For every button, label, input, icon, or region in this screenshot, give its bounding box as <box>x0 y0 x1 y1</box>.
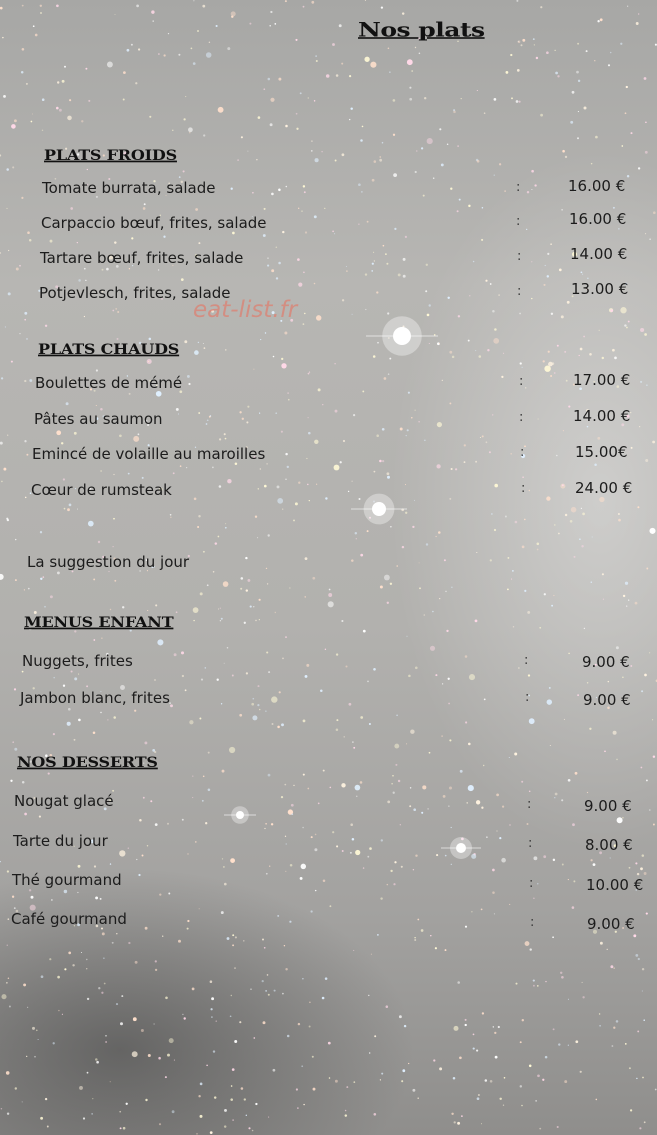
item-separator: : <box>517 284 522 299</box>
item-tomate-burrata-name: Tomate burrata, salade <box>42 179 216 197</box>
item-carpaccio-price: 16.00 € <box>569 210 627 228</box>
item-boulettes-price: 17.00 € <box>573 371 631 389</box>
item-nuggets-name: Nuggets, frites <box>22 652 133 670</box>
item-separator: : <box>516 180 521 195</box>
suggestion-du-jour: La suggestion du jour <box>27 553 190 571</box>
item-boulettes-name: Boulettes de mémé <box>35 374 183 392</box>
item-coeur-rumsteak-price: 24.00 € <box>575 479 633 497</box>
item-separator: : <box>516 214 521 229</box>
item-jambon-blanc-name: Jambon blanc, frites <box>20 689 170 707</box>
item-tartare-price: 14.00 € <box>570 245 628 263</box>
item-separator: : <box>527 797 532 812</box>
section-heading-nos-desserts: NOS DESSERTS <box>17 754 158 771</box>
item-pates-saumon-name: Pâtes au saumon <box>34 410 163 428</box>
section-heading-plats-chauds: PLATS CHAUDS <box>38 341 180 358</box>
item-carpaccio-name: Carpaccio bœuf, frites, salade <box>41 214 267 232</box>
item-cafe-gourmand-name: Café gourmand <box>11 910 127 928</box>
watermark: eat-list.fr <box>193 297 298 323</box>
item-emince-volaille-name: Emincé de volaille au maroilles <box>32 445 266 463</box>
item-tarte-du-jour-name: Tarte du jour <box>13 832 108 850</box>
item-cafe-gourmand-price: 9.00 € <box>587 915 635 933</box>
item-separator: : <box>525 690 530 705</box>
item-the-gourmand-name: Thé gourmand <box>12 871 122 889</box>
item-nougat-glace-name: Nougat glacé <box>14 792 114 810</box>
page-title: Nos plats <box>358 18 485 42</box>
item-tarte-du-jour-price: 8.00 € <box>585 836 633 854</box>
item-coeur-rumsteak-name: Cœur de rumsteak <box>31 481 172 499</box>
item-tartare-name: Tartare bœuf, frites, salade <box>40 249 244 267</box>
item-separator: : <box>521 481 526 496</box>
item-potjevlesch-name: Potjevlesch, frites, salade <box>39 284 231 302</box>
section-heading-plats-froids: PLATS FROIDS <box>44 147 177 164</box>
item-nougat-glace-price: 9.00 € <box>584 797 632 815</box>
item-separator: : <box>517 249 522 264</box>
item-separator: : <box>530 915 535 930</box>
item-separator: : <box>529 876 534 891</box>
item-pates-saumon-price: 14.00 € <box>573 407 631 425</box>
item-emince-volaille-price: 15.00€ <box>575 443 628 461</box>
section-heading-menus-enfant: MENUS ENFANT <box>24 614 174 631</box>
item-separator: : <box>524 653 529 668</box>
item-the-gourmand-price: 10.00 € <box>586 876 644 894</box>
item-separator: : <box>528 836 533 851</box>
item-potjevlesch-price: 13.00 € <box>571 280 629 298</box>
item-separator: : <box>519 374 524 389</box>
item-separator: : <box>519 410 524 425</box>
item-nuggets-price: 9.00 € <box>582 653 630 671</box>
item-separator: : <box>520 445 525 460</box>
item-jambon-blanc-price: 9.00 € <box>583 691 631 709</box>
item-tomate-burrata-price: 16.00 € <box>568 177 626 195</box>
